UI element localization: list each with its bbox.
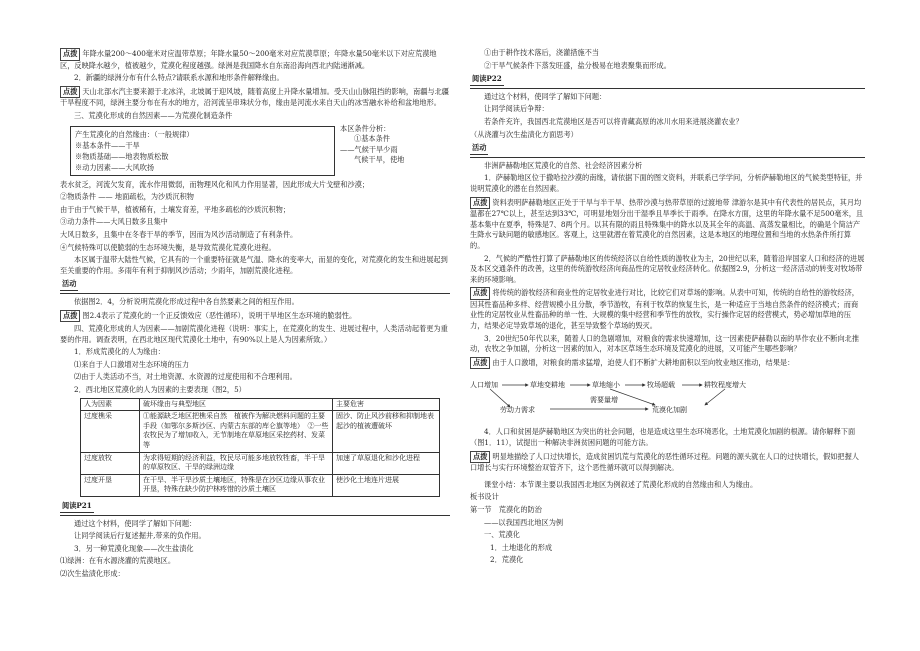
summary: 课堂小结：本节课主要以我国西北地区为例叙述了荒漠化形成的自然缘由和人为缘由。 <box>484 479 758 489</box>
para: 依据图2．4，分析说明荒漠化形成过程中各自然要素之间的相互作用。 <box>74 296 299 306</box>
para: 3．20世纪50年代以来，随着人口的急剧增加，对粮食的需求快速增加，这一因素使萨赫勒以南的旱作农业不断向北推动，农牧之争加剧，分析这一因素的加入，对本区草场生态环境及荒漠化的进展，又可能产生哪些影响？ <box>470 333 860 354</box>
section-heading: 三、荒漠化形成的自然因素——为荒漠化制造条件 <box>74 110 233 120</box>
para: 1．萨赫勒地区位于撒哈拉沙漠的南缘，请依据下面的图文资料，并联系已学学问，分析萨赫勒地区的气候类型特征，并说明荒漠化的潜在自然因素。 <box>470 173 863 193</box>
flow-node: 牧场超载 <box>647 381 675 390</box>
para: ⑴来自于人口激增对生态环境的压力 <box>74 359 190 369</box>
outline-item: 2．荒漠化 <box>490 555 524 565</box>
para: 点拨 年降水量200～400毫米对应温带草原；年降水量50～200毫米对应荒漠草原；年降水量50毫米以下对应荒漠地区，反映降水越少，植被越少，荒漠化程度越强。绿洲是我国降水自东南沿海向西北内陆递渐减。 <box>60 49 437 70</box>
para: 本区属于温带大陆性气候，它具有的一个重要特征就是气温、降水的变率大，而显的变化，对荒漠化的发生和进展起到至关重要的作用。多雨年有利于抑制风沙活动；少雨年，加剧荒漠化进程。 <box>60 255 448 275</box>
para: 2．新疆的绿洲分布有什么特点?请联系水源和地形条件解释缘由。 <box>74 73 284 83</box>
hint-tag: 点拨 <box>60 86 80 99</box>
para: 表水贫乏，河流欠发育，流水作用微弱，而物理风化和风力作用显著，因此形成大片戈壁和沙漠； <box>60 179 370 189</box>
activity-heading: 活动 <box>60 279 450 291</box>
para: 让同学阅读后行复述掘井,带来的负作用。 <box>74 531 206 541</box>
activity-heading: 活动 <box>470 143 865 155</box>
summary-box: 产生荒漠化的自然缘由：（一般规律） ※基本条件——干旱 ※物质基础——地表物质松散 ※动力因素——大风吹扬 <box>70 126 335 176</box>
para: 2．气候的严酷性打算了萨赫勒地区的传统经济以自给性质的游牧业为主，20世纪以来，随着沿岸国家人口和经济的进展及本区交通条件的改善，这里的传统游牧经济向商品性的定居牧业经济转化。依据图2.9，分析这一经济活动的转变对牧场带来的环境影响。 <box>470 253 865 284</box>
table-row: 过度开垦 在干旱、半干旱沙质土壤地区，特殊是在沙区边缘从事农业开垦，特殊在缺少防护林疼惜的沙质土壤区 使沙化土地连片进展 <box>81 474 440 496</box>
para: ⑴绿洲：在有水源浇灌的荒漠地区。 <box>60 556 176 566</box>
para: 点拨 由于人口激增，对粮食的需求猛增，迫使人们不断扩大耕地面积以至向牧业地区推动，结果是： <box>470 357 865 370</box>
flow-node: 人口增加 <box>470 381 498 390</box>
side-note: 本区条件分析： ①基本条件 ——气候干旱少雨 气候干旱，使地 <box>340 123 405 165</box>
hint-tag: 点拨 <box>60 48 80 61</box>
para: ⑵由于人类活动不当，对土地资源、水资源的过度使用和不合理利用。 <box>74 372 297 382</box>
para: 大风日数多，且集中在冬春干旱的季节，因而为风沙活动制造了有利条件。 <box>60 229 298 239</box>
para: 3．另一种荒漠化现象——次生盐渍化 <box>74 543 194 553</box>
hint-tag: 点拨 <box>470 357 490 370</box>
right-column <box>470 48 865 568</box>
para: ⑵次生盐渍化形成： <box>60 568 125 578</box>
para: 1．形成荒漠化的人为缘由： <box>74 347 165 357</box>
para: ②物质条件 —— 地面疏松，为沙质沉积物 <box>60 192 194 202</box>
para: ②干旱气候条件下蒸发旺盛，盐分极易在地表聚集而形成。 <box>484 60 671 70</box>
flow-diagram <box>470 375 865 419</box>
para: ③动力条件——大风日数多且集中 <box>60 217 168 227</box>
outline-item: 一、荒漠化 <box>484 530 520 540</box>
para: 点拨 图2.4表示了荒漠化的一个正反馈效应（恶性循环），说明干旱地区生态环境的脆弱性。 <box>60 310 450 323</box>
board-design: 板书设计 <box>470 492 499 502</box>
flow-node: 劳动力需求 <box>500 406 535 415</box>
outline-subtitle: ——以我国西北地区为例 <box>484 517 564 527</box>
para: 若条件充许，我国西北荒漠地区是否可以将青藏高原的冰川水用来进展浇灌农业？ <box>484 116 743 126</box>
para: （从浇灌与次生盐渍化方面思考） <box>470 129 578 139</box>
human-factors-table: 人为因素 破坏缘由与典型地区 主要危害 过度樵采 ①能源缺乏地区把樵采自然 植被作为解决燃料问题的主要手段（如鄂尔多斯沙区、内蒙古东部的库仑旗等地） ②一些农牧民为了增加收入，无节制地在草原地区采挖药材、发菜等 固沙、防止风沙前移和抑制地表起沙的植被遭破坏 过度放牧 为求得短期的经济利益，牧民尽可能多地放牧牲畜，半干旱的草原牧区、干旱的绿洲边缘 加速了草原退化和沙化进程 过度开垦 在干旱、半干旱沙质土壤地区，特殊是在沙区边缘从事农业开垦，特殊在缺少防护林疼惜的沙质土壤区 使沙化土地连片进展 <box>80 398 440 497</box>
reading-heading: 阅读P21 <box>60 501 450 513</box>
flow-node: 荒漠化加剧 <box>652 406 687 415</box>
para: 2．西北地区荒漠化的人为因素的主要表现（图2，5） <box>74 385 246 395</box>
left-column <box>60 48 450 582</box>
flow-node: 草地变耕地 <box>530 381 565 390</box>
para: 点拨 明显地描绘了人口过快增长，造成贫困饥荒与荒漠化的恶性循环过程。问题的源头就在人口的过快增长，假如把握人口增长与实行环境整治双管齐下，这个恶性循环就可以得到解决。 <box>470 451 859 473</box>
hint-tag: 点拨 <box>470 287 490 300</box>
table-row: 过度放牧 为求得短期的经济利益，牧民尽可能多地放牧牲畜，半干旱的草原牧区、干旱的绿洲边缘 加速了草原退化和沙化进程 <box>81 452 440 474</box>
flow-node: 草地缩小 <box>592 381 620 390</box>
para: 由于由于气候干旱，植被稀有，土壤发育差，平地多疏松的沙质沉积物； <box>60 204 291 214</box>
para: 通过这个材料，使同学了解如下问题： <box>484 91 607 101</box>
para: ①由于耕作技术落后，浇灌措施不当 <box>484 48 600 57</box>
hint-tag: 点拨 <box>470 451 490 464</box>
hint-tag: 点拨 <box>470 197 490 210</box>
flow-node: 耕牧程度增大 <box>704 381 746 390</box>
para: 四、荒漠化形成的人为因素——加剧荒漠化进程（说明：事实上，在荒漠化的发生、进展过程中，人类活动起着更为重要的作用。调查表明，在西北地区现代荒漠化土地中，有90%以上是人为因素所致。） <box>60 324 448 344</box>
reading-heading: 阅读P22 <box>470 74 865 86</box>
hint-tag: 点拨 <box>60 310 80 323</box>
table-row: 过度樵采 ①能源缺乏地区把樵采自然 植被作为解决燃料问题的主要手段（如鄂尔多斯沙区、内蒙古东部的库仑旗等地） ②一些农牧民为了增加收入，无节制地在草原地区采挖药材、发菜等 固沙、防止风沙前移和抑制地表起沙的植被遭破坏 <box>81 411 440 452</box>
para: 点拨 资料表明萨赫勒地区正处于干旱与半干旱、热带沙漠与热带草原的过渡地带 津游尔是其中有代表性的居民点，其月均温都在27℃以上，甚至达到33℃，可明显地划分出干湿季且旱季长于雨季。在降水方面，这里的年降水量不足500毫米，且基本集中在夏季，特殊是7、8两个月。以其有限的雨且特殊集中的降水以及其全年的高温、高蒸发量相比，的确是个简洁产生降水亏缺问题的敏感地区。客观上，这里就潜在着荒漠化的自然因素，这是本地区的地理位置和当地的水热条件所打算的。 <box>470 197 864 250</box>
para: ④气候特殊可以使脆弱的生态环境失衡，是导致荒漠化荒漠化进程。 <box>60 242 276 252</box>
para: 4．人口和贫困是萨赫勒地区为突出的社会问题，也是造成这里生态环境恶化，土地荒漠化加剧的根源。请你解释下面（图1．11），试提出一种解决非洲贫困问题的可能方法。 <box>470 427 856 448</box>
para: 点拨 将传统的游牧经济和商业性的定居牧业进行对比，比较它们对草场的影响。从表中可知，传统的自给性的游牧经济，因其性畜品种多样、经营规模小且分散，季节游牧，有利于牧草的恢复生长，是一种适应于当地自然条件的经济模式；而商业性的定居牧业从性畜品种的单一性、大规模的集中经营和季节性的放牧，实行操作定居的经营模式，势必增加草地的压力，结果必定导致草场的退化，甚至导致整个草场的毁灭。 <box>470 288 859 331</box>
outline-title: 第一节 荒漠化的防治 <box>470 505 542 514</box>
para: 通过这个材料，使同学了解如下问题： <box>74 518 197 528</box>
outline-item: 1．土地退化的形成 <box>490 542 553 552</box>
para: 非洲萨赫勒地区荒漠化的自然、社会经济因素分析 <box>484 160 643 170</box>
flow-node: 需要量增 <box>590 396 618 405</box>
para: 点拨 天山北部水汽主要来源于北冰洋，北坡属于迎风坡，随着高度上升降水量增加。受天山山脉阻挡的影响，南疆与北疆干旱程度不同，绿洲主要分布在有水的地方，沿河流呈串珠状分布，缘由是河流水来自天山的冰雪融水补给和盆地地形。 <box>60 86 449 108</box>
para: 让同学阅读后争辩： <box>484 104 549 114</box>
